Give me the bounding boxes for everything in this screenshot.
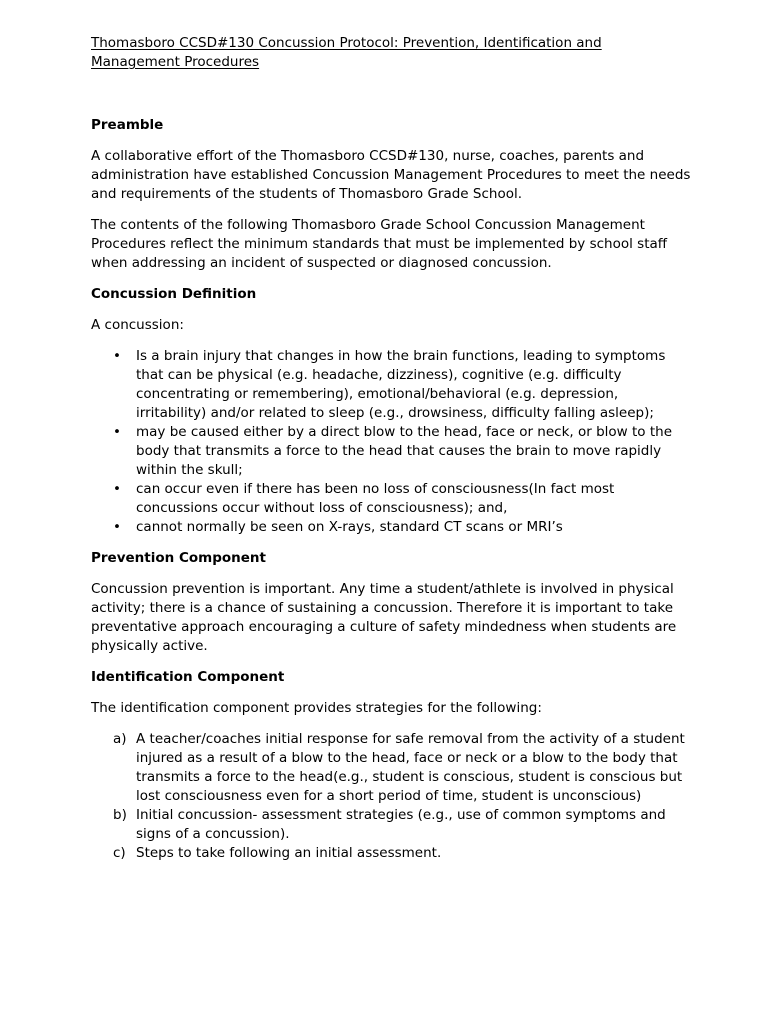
prevention-paragraph: Concussion prevention is important. Any time a student/athlete is involved in physical activity; there is a chance of sustaining a concussion. Therefore it is important to take preventative approach encouraging a culture of safety mindedness when students are physically active. bbox=[91, 581, 677, 654]
document-title: Thomasboro CCSD#130 Concussion Protocol: Prevention, Identification and Management Procedures bbox=[91, 35, 602, 70]
document-page bbox=[91, 34, 691, 863]
list-marker: a) bbox=[113, 731, 127, 747]
preamble-paragraph-2: The contents of the following Thomasboro Grade School Concussion Management Procedures reflect the minimum standards that must be implemented by school staff when addressing an incident of suspected or diagnosed concussion. bbox=[91, 217, 668, 271]
title-spacer bbox=[91, 72, 691, 116]
list-item-text: Is a brain injury that changes in how the brain functions, leading to symptoms that can be physical (e.g. headache, dizziness), cognitive (e.g. difficulty concentrating or remembering), emotional/behavioral (e.g. depression, irritability) and/or related to sleep (e.g., drowsiness, difficulty falling asleep); bbox=[136, 348, 666, 421]
bullet-icon: • bbox=[113, 424, 121, 440]
list-item bbox=[91, 844, 691, 863]
definition-list bbox=[91, 347, 691, 537]
list-item bbox=[91, 423, 691, 480]
prevention-heading: Prevention Component bbox=[91, 550, 266, 566]
list-item bbox=[91, 806, 691, 844]
preamble-paragraph-1: A collaborative effort of the Thomasboro CCSD#130, nurse, coaches, parents and administration have established Concussion Management Procedures to meet the needs and requirements of the students of Thomasboro Grade School. bbox=[91, 148, 691, 202]
list-item-text: Initial concussion- assessment strategies (e.g., use of common symptoms and signs of a concussion). bbox=[136, 807, 666, 842]
list-item bbox=[91, 518, 691, 537]
identification-list bbox=[91, 730, 691, 863]
identification-intro: The identification component provides strategies for the following: bbox=[91, 700, 542, 716]
definition-intro: A concussion: bbox=[91, 317, 184, 333]
preamble-section bbox=[91, 116, 691, 273]
list-item-text: can occur even if there has been no loss of consciousness(In fact most concussions occur without loss of consciousness); and, bbox=[136, 481, 615, 516]
definition-section bbox=[91, 285, 691, 537]
list-item-text: may be caused either by a direct blow to the head, face or neck, or blow to the body that transmits a force to the head that causes the brain to move rapidly within the skull; bbox=[136, 424, 673, 478]
list-item-text: Steps to take following an initial assessment. bbox=[136, 845, 442, 861]
prevention-section bbox=[91, 549, 691, 656]
list-item-text: A teacher/coaches initial response for safe removal from the activity of a student injured as a result of a blow to the head, face or neck or a blow to the body that transmits a force to the head(e.g., student is conscious, student is conscious but lost consciousness even for a short period of time, student is unconscious) bbox=[136, 731, 685, 804]
bullet-icon: • bbox=[113, 519, 121, 535]
identification-section bbox=[91, 668, 691, 863]
preamble-heading: Preamble bbox=[91, 117, 164, 133]
list-item bbox=[91, 347, 691, 423]
bullet-icon: • bbox=[113, 481, 121, 497]
identification-heading: Identification Component bbox=[91, 669, 285, 685]
bullet-icon: • bbox=[113, 348, 121, 364]
list-item bbox=[91, 730, 691, 806]
list-marker: c) bbox=[113, 845, 126, 861]
definition-heading: Concussion Definition bbox=[91, 286, 257, 302]
list-item-text: cannot normally be seen on X-rays, standard CT scans or MRI’s bbox=[136, 519, 563, 535]
list-marker: b) bbox=[113, 807, 127, 823]
list-item bbox=[91, 480, 691, 518]
